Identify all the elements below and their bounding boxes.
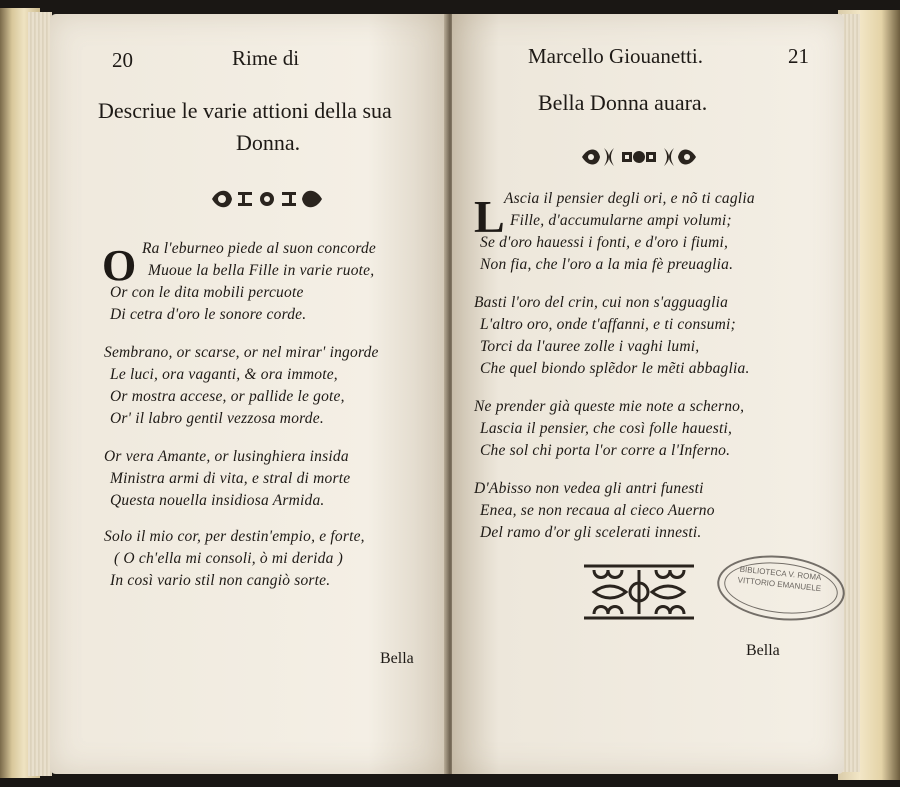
- right-stanza2-line3: Torci da l'auree zolle i vaghi lumi,: [480, 338, 700, 355]
- left-catchword: Bella: [380, 650, 414, 667]
- left-stanza1-line2: Muoue la bella Fille in varie ruote,: [148, 262, 375, 279]
- right-ornament-icon: [580, 142, 698, 172]
- right-stanza2-line1: Basti l'oro del crin, cui non s'agguaglia: [474, 294, 729, 311]
- left-stanza3-line2: Ministra armi di vita, e stral di morte: [110, 470, 351, 487]
- left-page-number: 20: [112, 48, 133, 72]
- right-stanza1-line2: Fille, d'accumularne ampi volumi;: [510, 212, 732, 229]
- left-stanza3-line3: Questa nouella insidiosa Armida.: [110, 492, 325, 509]
- left-stanza2-line1: Sembrano, or scarse, or nel mirar' ingorde: [104, 344, 379, 361]
- left-stanza2-line3: Or mostra accese, or pallide le gote,: [110, 388, 345, 405]
- right-tailpiece-ornament-icon: [580, 560, 698, 624]
- left-stanza1-line3: Or con le dita mobili percuote: [110, 284, 304, 301]
- right-stanza2-line4: Che quel biondo splẽdor le mẽti abbaglia.: [480, 360, 750, 377]
- right-page: [452, 14, 844, 774]
- left-title-line1: Descriue le varie attioni della sua: [98, 98, 392, 123]
- left-stanza4-line3: In così vario stil non cangiò sorte.: [110, 572, 331, 589]
- right-stanza1-line3: Se d'oro hauessi i fonti, e d'oro i fiumi,: [480, 234, 729, 251]
- left-running-head: Rime di: [232, 46, 300, 70]
- left-stanza1-line4: Di cetra d'oro le sonore corde.: [110, 306, 307, 323]
- right-stanza1-line1: Ascia il pensier degli ori, e nõ ti caglia: [504, 190, 755, 207]
- library-stamp-text: BIBLIOTECA V. ROMA VITTORIO EMANUELE: [737, 564, 822, 594]
- right-title: Bella Donna auara.: [538, 90, 708, 115]
- left-stanza2-line2: Le luci, ora vaganti, & ora immote,: [110, 366, 338, 383]
- right-stanza3-line1: Ne prender già queste mie note a scherno,: [474, 398, 745, 415]
- left-stanza1-line1: Ra l'eburneo piede al suon concorde: [142, 240, 377, 257]
- left-stanza4-line2: ( O ch'ella mi consoli, ò mi derida ): [114, 550, 343, 567]
- left-drop-cap: O: [102, 241, 137, 290]
- right-drop-cap: L: [474, 191, 505, 242]
- left-stanza4-line1: Solo il mio cor, per destin'empio, e forte,: [104, 528, 365, 545]
- right-catchword: Bella: [746, 642, 780, 659]
- right-stanza3-line3: Che sol chi porta l'or corre a l'Inferno.: [480, 442, 731, 459]
- right-stanza4-line3: Del ramo d'or gli scelerati innesti.: [480, 524, 702, 541]
- right-stanza2-line2: L'altro oro, onde t'affanni, e ti consumi;: [480, 316, 736, 333]
- right-running-head: Marcello Giouanetti.: [528, 44, 703, 68]
- right-stanza4-line2: Enea, se non recaua al cieco Auerno: [480, 502, 715, 519]
- left-stanza2-line4: Or' il labro gentil vezzosa morde.: [110, 410, 324, 427]
- left-title-line2: Donna.: [236, 130, 301, 155]
- left-stanza3-line1: Or vera Amante, or lusinghiera insida: [104, 448, 349, 465]
- right-stanza3-line2: Lascia il pensier, che così folle hauesti,: [480, 420, 733, 437]
- left-ornament-icon: [208, 184, 326, 214]
- page-edges-left: [28, 12, 52, 776]
- right-page-number: 21: [788, 44, 809, 68]
- right-stanza4-line1: D'Abisso non vedea gli antri funesti: [474, 480, 704, 497]
- right-stanza1-line4: Non fia, che l'oro a la mia fè preuaglia.: [480, 256, 734, 273]
